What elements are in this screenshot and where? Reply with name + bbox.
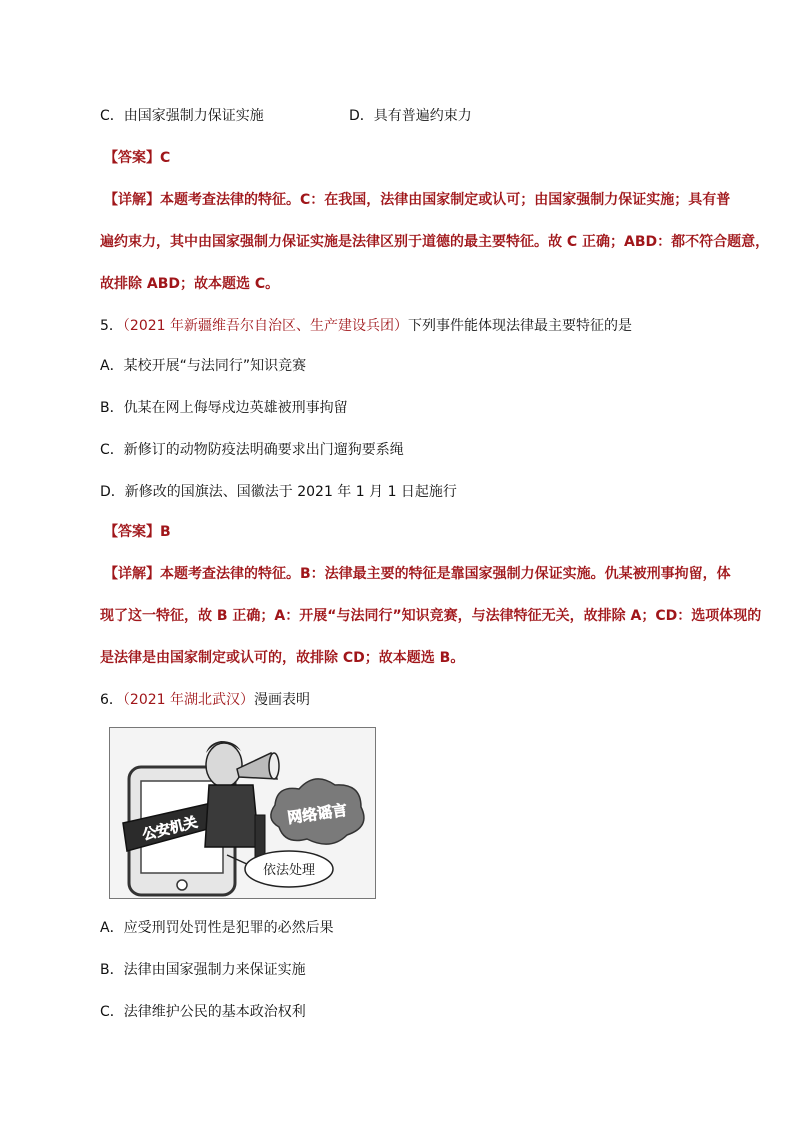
q4-option-d: D．具有普遍约束力 <box>349 108 472 124</box>
q6-source: （2021 年湖北武汉） <box>122 692 255 708</box>
q5-source: （2021 年新疆维吾尔自治区、生产建设兵团） <box>122 318 408 334</box>
q6-option-a: A．应受刑罚处罚性是犯罪的必然后果 <box>100 920 334 936</box>
q4-answer: 【答案】C <box>104 150 171 166</box>
q5-option-a: A．某校开展“与法同行”知识竞赛 <box>100 358 307 374</box>
q6-stem-line <box>100 690 310 710</box>
q5-stem-line <box>100 316 632 336</box>
q5-answer: 【答案】B <box>104 524 171 540</box>
q6-stem: 漫画表明 <box>254 692 311 708</box>
q5-stem: 下列事件能体现法律最主要特征的是 <box>408 318 632 334</box>
q5-option-c: C．新修订的动物防疫法明确要求出门遛狗要系绳 <box>100 442 404 458</box>
cartoon-image <box>109 727 376 899</box>
q4-detail-line-1: 【详解】本题考查法律的特征。C：在我国，法律由国家制定或认可；由国家强制力保证实施；具有普 <box>104 192 731 208</box>
q5-option-d: D．新修改的国旗法、国徽法于 2021 年 1 月 1 日起施行 <box>100 484 457 500</box>
q4-detail-line-2: 遍约束力，其中由国家强制力保证实施是法律区别于道德的最主要特征。故 C 正确；ABD：都不符合题意， <box>100 234 770 250</box>
q6-option-c: C．法律维护公民的基本政治权利 <box>100 1004 306 1020</box>
q5-number: 5． <box>100 318 123 334</box>
rumor-label: 网络谣言 <box>286 800 349 828</box>
q5-option-b: B．仇某在网上侮辱戍边英雄被刑事拘留 <box>100 400 348 416</box>
q4-option-c: C．由国家强制力保证实施 <box>100 108 264 124</box>
q5-detail-line-1: 【详解】本题考查法律的特征。B：法律最主要的特征是靠国家强制力保证实施。仇某被刑事拘留，体 <box>104 566 731 582</box>
speech-text: 依法处理 <box>262 863 316 878</box>
q5-detail-line-2: 现了这一特征，故 B 正确；A：开展“与法同行”知识竞赛，与法律特征无关，故排除 A；CD：选项体现的 <box>100 608 762 624</box>
q6-option-b: B．法律由国家强制力来保证实施 <box>100 962 306 978</box>
q5-detail-line-3: 是法律是由国家制定或认可的，故排除 CD；故本题选 B。 <box>100 650 465 666</box>
q4-detail-line-3: 故排除 ABD；故本题选 C。 <box>100 276 280 292</box>
police-label: 公安机关 <box>140 814 200 844</box>
q6-number: 6． <box>100 692 123 708</box>
